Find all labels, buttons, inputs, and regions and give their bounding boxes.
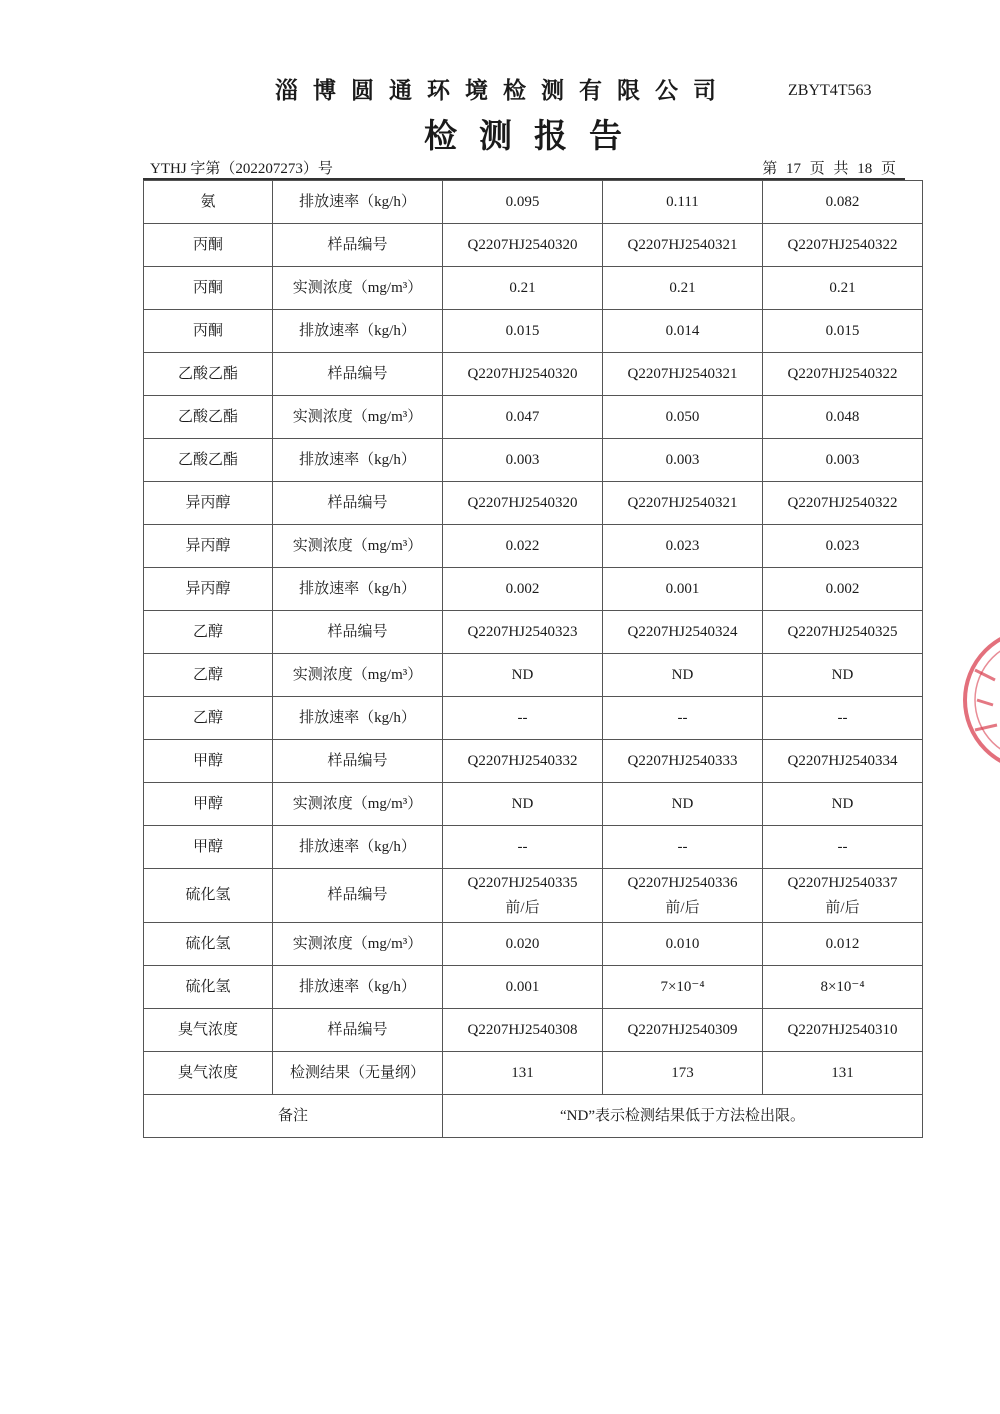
param-cell: 实测浓度（mg/m³） <box>273 396 443 439</box>
param-cell: 排放速率（kg/h） <box>273 310 443 353</box>
table-row <box>144 611 923 654</box>
value-cell: 0.048 <box>763 396 923 439</box>
value-cell: Q2207HJ2540321 <box>603 353 763 396</box>
value-cell: Q2207HJ2540332 <box>443 740 603 783</box>
item-cell: 甲醇 <box>144 826 273 869</box>
table-row <box>144 181 923 224</box>
param-cell: 实测浓度（mg/m³） <box>273 923 443 966</box>
value-cell: ND <box>763 654 923 697</box>
table-row <box>144 482 923 525</box>
value-cell: 0.010 <box>603 923 763 966</box>
param-cell: 检测结果（无量纲） <box>273 1052 443 1095</box>
item-cell: 异丙醇 <box>144 482 273 525</box>
item-cell: 丙酮 <box>144 267 273 310</box>
value-cell: Q2207HJ2540322 <box>763 482 923 525</box>
sample-note: 前/后 <box>825 899 860 916</box>
value-cell: 7×10⁻⁴ <box>603 966 763 1009</box>
param-cell: 排放速率（kg/h） <box>273 697 443 740</box>
value-cell: 0.002 <box>763 568 923 611</box>
table-row <box>144 783 923 826</box>
value-cell: 0.047 <box>443 396 603 439</box>
item-cell: 甲醇 <box>144 783 273 826</box>
param-cell: 排放速率（kg/h） <box>273 181 443 224</box>
value-cell <box>763 869 923 923</box>
param-cell: 排放速率（kg/h） <box>273 439 443 482</box>
item-cell: 乙醇 <box>144 654 273 697</box>
value-cell: Q2207HJ2540310 <box>763 1009 923 1052</box>
value-cell: 0.023 <box>603 525 763 568</box>
value-cell: 0.001 <box>443 966 603 1009</box>
param-cell: 样品编号 <box>273 224 443 267</box>
value-cell: Q2207HJ2540320 <box>443 224 603 267</box>
value-cell: 0.003 <box>443 439 603 482</box>
param-cell: 排放速率（kg/h） <box>273 826 443 869</box>
value-cell: ND <box>603 783 763 826</box>
sample-id: Q2207HJ2540337 <box>787 874 898 891</box>
value-cell: ND <box>443 783 603 826</box>
sample-note: 前/后 <box>665 899 700 916</box>
value-cell: 0.020 <box>443 923 603 966</box>
table-row <box>144 439 923 482</box>
value-cell: ND <box>443 654 603 697</box>
remark-row <box>144 1095 923 1138</box>
param-cell: 样品编号 <box>273 482 443 525</box>
param-cell: 实测浓度（mg/m³） <box>273 267 443 310</box>
item-cell: 异丙醇 <box>144 568 273 611</box>
value-cell: 0.015 <box>443 310 603 353</box>
param-cell: 排放速率（kg/h） <box>273 966 443 1009</box>
item-cell: 甲醇 <box>144 740 273 783</box>
table-row <box>144 869 923 923</box>
item-cell: 丙酮 <box>144 310 273 353</box>
value-cell: Q2207HJ2540322 <box>763 353 923 396</box>
value-cell: 0.022 <box>443 525 603 568</box>
param-cell: 样品编号 <box>273 869 443 923</box>
table-row <box>144 267 923 310</box>
value-cell: ND <box>603 654 763 697</box>
value-cell: 0.050 <box>603 396 763 439</box>
item-cell: 臭气浓度 <box>144 1009 273 1052</box>
value-cell: 0.023 <box>763 525 923 568</box>
value-cell: Q2207HJ2540320 <box>443 482 603 525</box>
report-title: 检测报告 <box>424 116 644 155</box>
sample-note: 前/后 <box>505 899 540 916</box>
item-cell: 氨 <box>144 181 273 224</box>
value-cell: Q2207HJ2540320 <box>443 353 603 396</box>
value-cell: 0.111 <box>603 181 763 224</box>
table-row <box>144 740 923 783</box>
item-cell: 硫化氢 <box>144 923 273 966</box>
remark-text: “ND”表示检测结果低于方法检出限。 <box>443 1095 923 1138</box>
table-row <box>144 966 923 1009</box>
value-cell: 0.015 <box>763 310 923 353</box>
table-row <box>144 525 923 568</box>
value-cell: Q2207HJ2540321 <box>603 224 763 267</box>
param-cell: 样品编号 <box>273 353 443 396</box>
table-row <box>144 1052 923 1095</box>
item-cell: 乙酸乙酯 <box>144 396 273 439</box>
param-cell: 样品编号 <box>273 611 443 654</box>
value-cell: 0.21 <box>603 267 763 310</box>
table-row <box>144 568 923 611</box>
param-cell: 样品编号 <box>273 1009 443 1052</box>
value-cell: 131 <box>443 1052 603 1095</box>
value-cell: Q2207HJ2540309 <box>603 1009 763 1052</box>
table-row <box>144 396 923 439</box>
table-row <box>144 697 923 740</box>
item-cell: 臭气浓度 <box>144 1052 273 1095</box>
results-table <box>143 180 923 1138</box>
param-cell: 实测浓度（mg/m³） <box>273 525 443 568</box>
value-cell: -- <box>763 826 923 869</box>
value-cell: Q2207HJ2540334 <box>763 740 923 783</box>
param-cell: 排放速率（kg/h） <box>273 568 443 611</box>
value-cell: Q2207HJ2540308 <box>443 1009 603 1052</box>
item-cell: 乙酸乙酯 <box>144 353 273 396</box>
value-cell: Q2207HJ2540323 <box>443 611 603 654</box>
table-row <box>144 654 923 697</box>
value-cell: -- <box>443 826 603 869</box>
document-number: YTHJ 字第（202207273）号 <box>150 161 333 177</box>
value-cell: 0.014 <box>603 310 763 353</box>
value-cell: -- <box>603 697 763 740</box>
value-cell: Q2207HJ2540322 <box>763 224 923 267</box>
value-cell: 173 <box>603 1052 763 1095</box>
table-row <box>144 1009 923 1052</box>
param-cell: 实测浓度（mg/m³） <box>273 654 443 697</box>
item-cell: 异丙醇 <box>144 525 273 568</box>
value-cell: 0.001 <box>603 568 763 611</box>
param-cell: 实测浓度（mg/m³） <box>273 783 443 826</box>
value-cell: 0.21 <box>443 267 603 310</box>
table-row <box>144 353 923 396</box>
value-cell: Q2207HJ2540333 <box>603 740 763 783</box>
value-cell: 0.003 <box>603 439 763 482</box>
item-cell: 丙酮 <box>144 224 273 267</box>
value-cell: 0.082 <box>763 181 923 224</box>
sample-id: Q2207HJ2540336 <box>627 874 738 891</box>
value-cell <box>603 869 763 923</box>
value-cell: 8×10⁻⁴ <box>763 966 923 1009</box>
value-cell: 0.003 <box>763 439 923 482</box>
table-row <box>144 826 923 869</box>
item-cell: 乙醇 <box>144 697 273 740</box>
table-row <box>144 923 923 966</box>
value-cell: -- <box>763 697 923 740</box>
item-cell: 硫化氢 <box>144 869 273 923</box>
item-cell: 乙酸乙酯 <box>144 439 273 482</box>
table-row <box>144 310 923 353</box>
item-cell: 乙醇 <box>144 611 273 654</box>
value-cell: ND <box>763 783 923 826</box>
page-info: 第 17 页 共 18 页 <box>762 161 896 177</box>
value-cell: -- <box>443 697 603 740</box>
sample-id: Q2207HJ2540335 <box>467 874 578 891</box>
remark-label: 备注 <box>144 1095 443 1138</box>
value-cell: -- <box>603 826 763 869</box>
value-cell: 0.21 <box>763 267 923 310</box>
value-cell: 0.095 <box>443 181 603 224</box>
value-cell: 0.012 <box>763 923 923 966</box>
company-name: 淄博圆通环境检测有限公司 <box>275 78 731 104</box>
value-cell: 131 <box>763 1052 923 1095</box>
value-cell: Q2207HJ2540325 <box>763 611 923 654</box>
value-cell: Q2207HJ2540321 <box>603 482 763 525</box>
item-cell: 硫化氢 <box>144 966 273 1009</box>
table-row <box>144 224 923 267</box>
report-code: ZBYT4T563 <box>788 82 872 99</box>
value-cell <box>443 869 603 923</box>
value-cell: Q2207HJ2540324 <box>603 611 763 654</box>
value-cell: 0.002 <box>443 568 603 611</box>
param-cell: 样品编号 <box>273 740 443 783</box>
seal-stamp-icon <box>955 620 1000 780</box>
